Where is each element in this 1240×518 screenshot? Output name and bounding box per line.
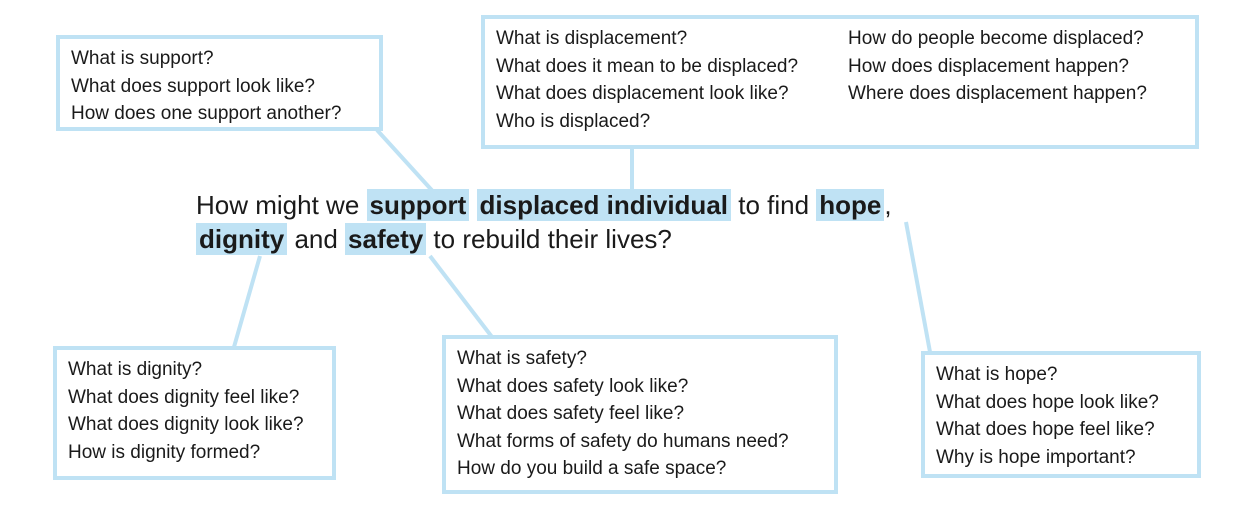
- support-question-2: What does support look like?: [71, 75, 315, 97]
- dignity-question-4: How is dignity formed?: [68, 441, 261, 463]
- keyword-hope: hope: [816, 189, 884, 221]
- keyword-support: support: [367, 189, 470, 221]
- support-questions-box: [56, 35, 383, 131]
- safety-question-5: How do you build a safe space?: [457, 458, 727, 479]
- dignity-questions-box: [53, 346, 336, 480]
- connector-support: [377, 130, 438, 197]
- safety-question-2: What does safety look like?: [457, 375, 689, 397]
- central-question: [196, 188, 956, 256]
- safety-questions-box: [442, 335, 838, 494]
- keyword-safety: safety: [345, 223, 426, 255]
- support-question-1: What is support?: [71, 48, 214, 69]
- safety-question-4: What forms of safety do humans need?: [457, 430, 789, 452]
- question-text-3: ,: [884, 190, 892, 220]
- displacement-column-1: [496, 25, 848, 139]
- dignity-question-2: What does dignity feel like?: [68, 386, 300, 408]
- connector-dignity: [234, 256, 260, 347]
- displacement-questions-box: [481, 15, 1199, 149]
- question-text-5: to rebuild their lives?: [426, 224, 672, 254]
- displacement-question-6: How does displacement happen?: [848, 55, 1129, 77]
- displacement-question-3: What does displacement look like?: [496, 83, 789, 104]
- hope-question-4: Why is hope important?: [936, 446, 1136, 468]
- support-question-3: How does one support another?: [71, 103, 342, 124]
- hope-question-1: What is hope?: [936, 364, 1058, 385]
- dignity-question-3: What does dignity look like?: [68, 414, 304, 435]
- safety-question-3: What does safety feel like?: [457, 403, 685, 424]
- displacement-column-2: [848, 25, 1147, 139]
- displacement-question-2: What does it mean to be displaced?: [496, 55, 799, 77]
- keyword-displaced-individual: displaced individual: [477, 189, 732, 221]
- safety-question-1: What is safety?: [457, 348, 587, 369]
- keyword-dignity: dignity: [196, 223, 287, 255]
- question-text-1: How might we: [196, 190, 367, 220]
- question-text-4: and: [287, 224, 346, 254]
- hope-question-3: What does hope feel like?: [936, 419, 1155, 440]
- question-text-2: to find: [731, 190, 817, 220]
- hope-questions-box: [921, 351, 1201, 478]
- hope-question-2: What does hope look like?: [936, 391, 1159, 413]
- displacement-question-7: Where does displacement happen?: [848, 83, 1147, 104]
- connector-safety: [430, 256, 492, 337]
- displacement-question-1: What is displacement?: [496, 28, 688, 49]
- displacement-question-5: How do people become displaced?: [848, 28, 1144, 49]
- dignity-question-1: What is dignity?: [68, 359, 203, 380]
- displacement-question-4: Who is displaced?: [496, 110, 651, 132]
